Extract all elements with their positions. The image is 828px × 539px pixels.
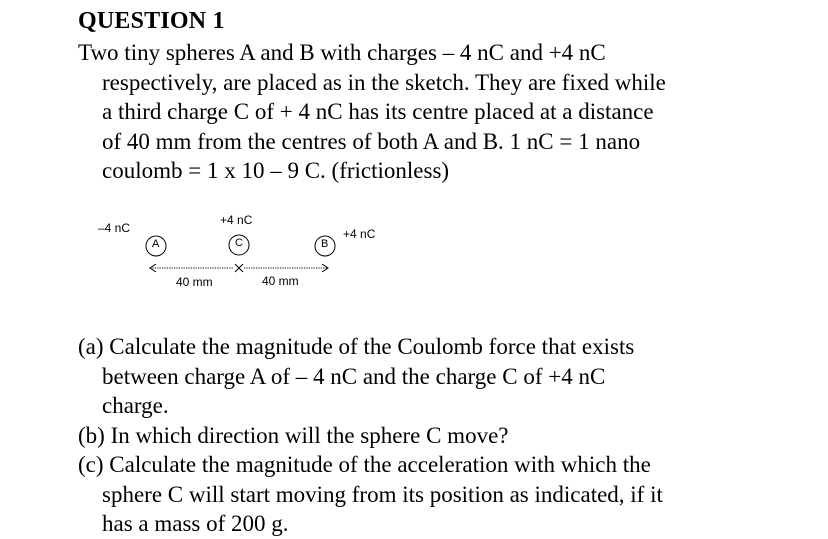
statement-line-3: a third charge C of + 4 nC has its centre placed at a distance bbox=[102, 99, 654, 124]
statement-line-1: Two tiny spheres A and B with charges – 4 nC and +4 nC bbox=[78, 40, 606, 65]
statement-line-5: coulomb = 1 x 10 – 9 C. (frictionless) bbox=[102, 158, 450, 183]
sphere-a-letter: A bbox=[152, 238, 160, 250]
charge-b-label: +4 nC bbox=[343, 227, 376, 241]
charge-c-label: +4 nC bbox=[220, 213, 253, 227]
distance-cb-label: 40 mm bbox=[262, 274, 299, 288]
statement-line-2: respectively, are placed as in the sketch. They are fixed while bbox=[102, 69, 666, 95]
question-parts bbox=[78, 332, 798, 539]
part-c-line-3: has a mass of 200 g. bbox=[102, 511, 289, 536]
question-title: QUESTION 1 bbox=[78, 8, 225, 34]
part-a-line-3: charge. bbox=[102, 393, 169, 418]
statement-line-4: of 40 mm from the centres of both A and B. 1 nC = 1 nano bbox=[102, 128, 641, 154]
part-c-line-1: (c) Calculate the magnitude of the acceleration with which the bbox=[78, 452, 651, 477]
part-c-line-2: sphere C will start moving from its position as indicated, if it bbox=[102, 481, 663, 507]
part-b-line-1: (b) In which direction will the sphere C move? bbox=[78, 422, 509, 448]
sphere-b-letter: B bbox=[321, 238, 329, 250]
distance-ac-label: 40 mm bbox=[176, 275, 213, 289]
charge-a-label: –4 nC bbox=[98, 221, 131, 235]
sphere-c-letter: C bbox=[235, 237, 243, 249]
part-a-line-1: (a) Calculate the magnitude of the Coulomb force that exists bbox=[78, 334, 635, 359]
part-a-line-2: between charge A of – 4 nC and the charge C of +4 nC bbox=[102, 363, 606, 389]
question-statement bbox=[78, 38, 778, 186]
charge-sketch bbox=[90, 208, 410, 298]
center-cross-c bbox=[235, 264, 243, 272]
